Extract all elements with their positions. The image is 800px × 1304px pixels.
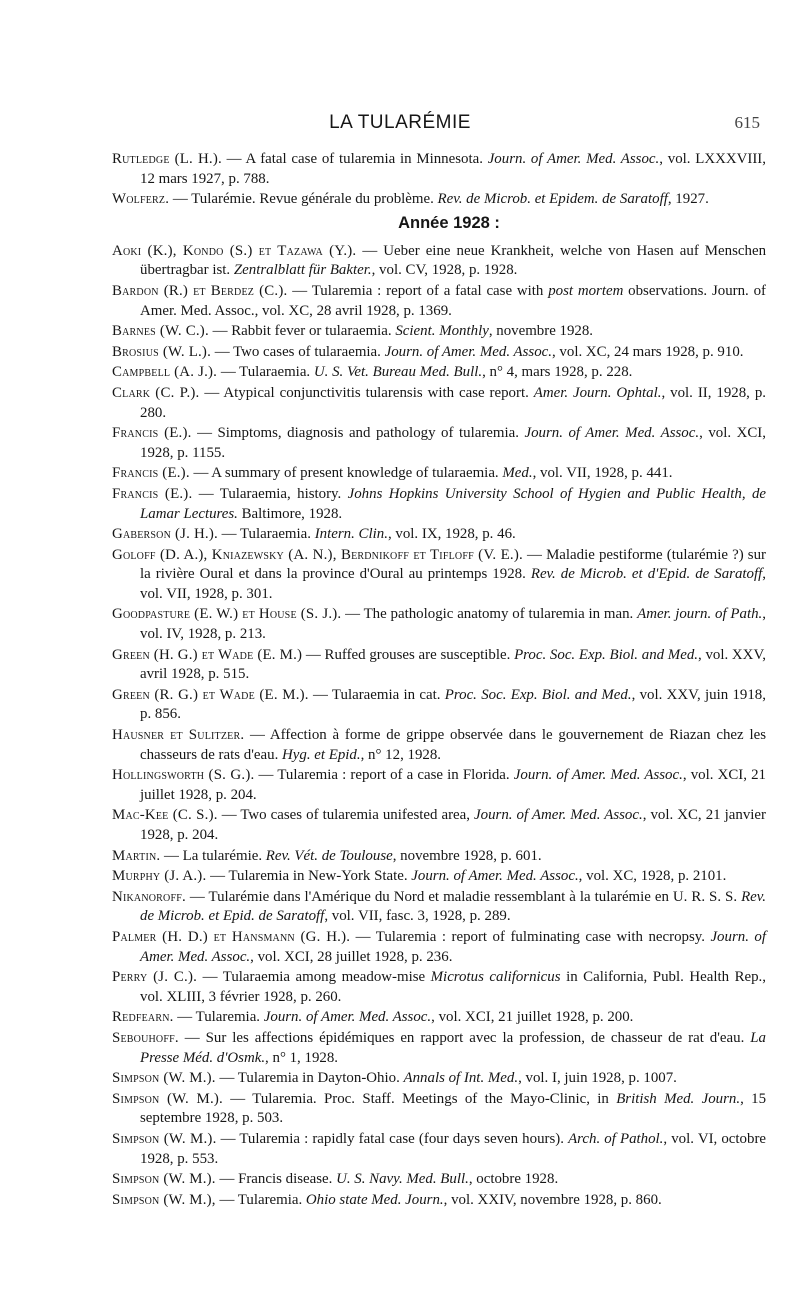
entry-details: , vol. XCI, 28 juillet 1928, p. 236. [250, 948, 453, 965]
entry-publication: Zentralblatt für Bakter. [233, 262, 372, 279]
entry-publication: Proc. Soc. Exp. Biol. and Med. [444, 686, 632, 703]
entry-publication: Proc. Soc. Exp. Biol. and Med. [514, 646, 698, 663]
bibliography-entry [112, 384, 766, 423]
entry-author: Goloff (D. A.), Kniazewsky (A. N.), Berdnikoff et Tifloff (V. E.). [112, 546, 523, 563]
entry-title: — Francis disease. [215, 1171, 337, 1188]
bibliography-entry [112, 766, 766, 805]
entry-title: — Sur les affections épidémiques en rapport avec la profession, de chasseur de rat d'eau. [178, 1029, 751, 1046]
entry-author: Brosius (W. L.). [112, 343, 212, 360]
bibliography-entry [112, 1090, 766, 1129]
entry-author: Barnes (W. C.). [112, 323, 209, 340]
entry-author: Sebouhoff. [112, 1029, 179, 1046]
entry-details: , vol. XCI, 21 juillet 1928, p. 204. [140, 767, 767, 803]
entry-details: , n° 4, mars 1928, p. 228. [482, 364, 633, 381]
entry-publication: Amer. Journ. Ophtal. [533, 384, 662, 401]
bibliography-entry [112, 343, 766, 363]
entry-author: Francis (E.). [112, 425, 192, 442]
entry-publication: Journ. of Amer. Med. Assoc. [474, 807, 643, 824]
entry-title: — Tularemia. [215, 1191, 306, 1208]
entry-publication: Intern. Clin. [314, 526, 388, 543]
bibliography-entry [112, 282, 766, 321]
bibliography-entry [112, 424, 766, 463]
entry-details: , vol. XC, 1928, p. 2101. [578, 868, 727, 885]
entry-publication: Journ. of Amer. Med. Assoc. [384, 343, 552, 360]
entry-details: , 1927. [667, 191, 709, 208]
entry-details: , vol. XXIV, novembre 1928, p. 860. [443, 1191, 662, 1208]
entry-details: , 15 septembre 1928, p. 503. [140, 1090, 767, 1127]
entry-title: — Tularémie dans l'Amérique du Nord et maladie ressemblant à la tularémie en U. R. S. S. [185, 888, 742, 905]
bibliography-entry [112, 546, 766, 605]
bibliography-entry [112, 646, 766, 685]
entry-publication: Annals of Int. Med. [403, 1070, 519, 1087]
entry-details: , vol. I, juin 1928, p. 1007. [518, 1070, 677, 1087]
entry-publication: Microtus californicus [430, 969, 561, 986]
entry-title: — Two cases of tularaemia. [211, 343, 385, 360]
entry-title: — Tularemia : report of a fatal case with [287, 282, 549, 299]
entry-title: — Tularemia in New-York State. [206, 868, 412, 885]
entry-publication: Rev. de Microb. et Epid. de Saratoff [140, 888, 766, 925]
bibliography-entry [112, 605, 766, 644]
entry-details: , vol. VII, 1928, p. 441. [532, 465, 673, 482]
bibliography-entry [112, 242, 766, 281]
bibliography-entry [112, 525, 766, 545]
entry-publication: Journ. of Amer. Med. Assoc. [140, 928, 766, 965]
entry-author: Goodpasture (E. W.) et House (S. J.). [112, 606, 342, 623]
entry-title: — Ueber eine neue Krankheit, welche von Hasen auf Menschen übertragbar ist. [140, 242, 767, 279]
entries-1927 [112, 150, 766, 210]
entry-title: — Atypical conjunctivitis tularensis with case report. [199, 384, 534, 401]
entry-details: Baltimore, 1928. [237, 505, 343, 522]
entry-publication: post mortem [548, 282, 624, 299]
bibliography-entry [112, 1069, 766, 1089]
entry-details: , vol. IX, 1928, p. 46. [387, 526, 516, 543]
entry-title: — Tularaemia in cat. [308, 686, 445, 703]
entry-publication: Med. [502, 465, 533, 482]
entry-title: — Simptoms, diagnosis and pathology of tularemia. [191, 425, 525, 442]
bibliography-entry [112, 968, 766, 1007]
bibliography-entry [112, 485, 766, 524]
entry-title: — Tularaemia among meadow-mise [197, 969, 431, 986]
entry-publication: Journ. of Amer. Med. Assoc. [263, 1009, 432, 1026]
entry-details: , novembre 1928, p. 601. [392, 847, 542, 864]
entry-details: , vol. XCI, 1928, p. 1155. [140, 425, 766, 461]
entry-author: Redfearn. [112, 1009, 174, 1026]
entry-details: observations. Journ. of Amer. Med. Assoc., vol. XC, 28 avril 1928, p. 1369. [140, 282, 767, 319]
bibliography-entry [112, 1130, 766, 1169]
entry-title: — Tularaemia. [217, 364, 314, 381]
entry-author: Mac-Kee (C. S.). [112, 807, 218, 824]
entry-author: Hollingsworth (S. G.). [112, 767, 255, 784]
bibliography-entry [112, 1170, 766, 1190]
bibliography-entry [112, 888, 766, 927]
bibliography-entry [112, 928, 766, 967]
entry-publication: Arch. of Pathol. [568, 1130, 664, 1147]
entry-details: , vol. XCI, 21 juillet 1928, p. 200. [431, 1009, 634, 1026]
entry-title: — Tularemia : report of fulminating case with necropsy. [350, 928, 711, 945]
bibliography-entry [112, 150, 766, 189]
bibliography-entry [112, 464, 766, 484]
entry-author: Simpson (W. M.). [112, 1070, 216, 1087]
entry-details: , vol. II, 1928, p. 280. [140, 384, 766, 421]
entry-author: Simpson (W. M.). [112, 1130, 217, 1147]
entry-details: , vol. VII, fasc. 3, 1928, p. 289. [324, 908, 511, 925]
entry-author: Simpson (W. M.), [112, 1191, 216, 1208]
entry-publication: Scient. Monthly [395, 323, 489, 340]
entry-author: Francis (E.). [112, 465, 190, 482]
bibliography-entry [112, 190, 766, 210]
entry-author: Wolferz. [112, 191, 170, 208]
entry-author: Murphy (J. A.). [112, 868, 207, 885]
entry-title: — Maladie pestiforme (tularémie ?) sur la rivière Oural et dans la province d'Oural au printemps 1928. [140, 546, 766, 583]
entry-title: — Tularémie. Revue générale du problème. [169, 191, 438, 208]
entry-author: Rutledge (L. H.). [112, 151, 222, 167]
running-title: LA TULARÉMIE [329, 112, 471, 133]
entry-title: — Tularemia. Proc. Staff. Meetings of the Mayo-Clinic, in [222, 1090, 617, 1107]
entry-author: Green (H. G.) et Wade (E. M.) [112, 646, 303, 663]
entry-author: Hausner et Sulitzer. [112, 727, 245, 744]
entry-author: Francis (E.). [112, 485, 193, 502]
entry-publication: Journ. of Amer. Med. Assoc. [524, 425, 700, 442]
entry-author: Simpson (W. M.). [112, 1171, 216, 1188]
bibliography-entry [112, 1191, 766, 1211]
entry-title: — Tularemia. [173, 1009, 264, 1026]
entry-publication: British Med. Journ. [616, 1090, 741, 1107]
entry-publication: Rev. de Microb. et Epidem. de Saratoff [437, 191, 668, 208]
entry-publication: Journ. of Amer. Med. Assoc. [411, 868, 579, 885]
entry-title: — Affection à forme de grippe observée dans le gouvernement de Riazan chez les chasseurs de rats d'eau. [140, 727, 766, 763]
entry-author: Bardon (R.) et Berdez (C.). [112, 282, 288, 299]
entry-title: — Tularemia in Dayton-Ohio. [215, 1070, 404, 1087]
entry-author: Campbell (A. J.). [112, 364, 218, 381]
entry-details: , vol. XXV, juin 1918, p. 856. [140, 686, 766, 723]
entry-title: — Two cases of tularemia unifested area, [217, 807, 475, 824]
entry-title: — Tularaemia. [217, 526, 315, 543]
entry-publication: Journ. of Amer. Med. Assoc. [513, 767, 683, 784]
entry-details: , vol. IV, 1928, p. 213. [140, 606, 766, 643]
entry-author: Palmer (H. D.) et Hansmann (G. H.). [112, 928, 351, 945]
entry-details: , octobre 1928. [468, 1171, 559, 1188]
entry-title: — A summary of present knowledge of tularaemia. [189, 465, 503, 482]
entry-publication: Rev. de Microb. et d'Epid. de Saratoff [530, 566, 763, 583]
entry-details: , n° 12, 1928. [360, 746, 442, 763]
entry-details: , vol. VI, octobre 1928, p. 553. [140, 1130, 767, 1167]
entry-details: , vol. XC, 24 mars 1928, p. 910. [551, 343, 744, 360]
entry-details: , novembre 1928. [488, 323, 594, 340]
entry-title: — Tularaemia, history. [192, 485, 348, 502]
page-number: 615 [734, 113, 760, 132]
bibliography-list [112, 150, 766, 1211]
entry-details: , vol. XXV, avril 1928, p. 515. [140, 646, 766, 683]
entry-publication: U. S. Navy. Med. Bull. [336, 1171, 469, 1188]
entry-author: Perry (J. C.). [112, 969, 198, 986]
bibliography-entry [112, 686, 766, 725]
entry-author: Green (R. G.) et Wade (E. M.). [112, 686, 309, 703]
entry-publication: La Presse Méd. d'Osmk. [140, 1029, 766, 1066]
entry-author: Martin. [112, 847, 161, 864]
entry-details: in California, Publ. Health Rep., vol. XLIII, 3 février 1928, p. 260. [140, 969, 767, 1005]
entry-author: Gaberson (J. H.). [112, 526, 218, 543]
entry-details: , vol. LXXXVIII, 12 mars 1927, p. 788. [140, 151, 766, 187]
entry-title: — Tularemia : report of a case in Florida. [254, 767, 514, 784]
entry-title: — La tularémie. [160, 847, 266, 864]
entry-publication: Hyg. et Epid. [282, 746, 361, 763]
entry-details: , n° 1, 1928. [265, 1049, 339, 1066]
entry-author: Clark (C. P.). [112, 384, 200, 401]
bibliography-entry [112, 1029, 766, 1068]
entry-publication: Journ. of Amer. Med. Assoc. [487, 151, 660, 167]
entry-title: — Rabbit fever or tularaemia. [208, 323, 396, 340]
bibliography-entry [112, 806, 766, 845]
page-header [0, 112, 800, 142]
entry-publication: Johns Hopkins University School of Hygien and Public Health, de Lamar Lectures. [140, 485, 766, 522]
entry-details: , vol. CV, 1928, p. 1928. [371, 262, 518, 279]
entry-details: , vol. VII, 1928, p. 301. [140, 566, 767, 602]
entry-details: , vol. XC, 21 janvier 1928, p. 204. [140, 807, 766, 843]
entry-title: — The pathologic anatomy of tularemia in man. [341, 606, 638, 623]
entry-publication: Rev. Vét. de Toulouse [265, 847, 393, 864]
bibliography-entry [112, 726, 766, 765]
bibliography-entry [112, 867, 766, 887]
bibliography-entry [112, 322, 766, 342]
entry-author: Nikanoroff. [112, 888, 186, 905]
entry-author: Aoki (K.), Kondo (S.) et Tazawa (Y.). [112, 242, 357, 259]
entry-publication: Ohio state Med. Journ. [305, 1191, 444, 1208]
bibliography-entry [112, 1008, 766, 1028]
entry-publication: Amer. journ. of Path. [637, 606, 763, 623]
year-heading: Année 1928 : [398, 213, 500, 232]
bibliography-entry [112, 847, 766, 867]
entry-author: Simpson (W. M.). [112, 1090, 223, 1107]
entries-1928 [112, 242, 766, 1211]
entry-title: — A fatal case of tularemia in Minnesota. [221, 151, 488, 167]
entry-title: — Ruffed grouses are susceptible. [302, 646, 515, 663]
entry-publication: U. S. Vet. Bureau Med. Bull. [313, 364, 483, 381]
bibliography-entry [112, 363, 766, 383]
entry-title: — Tularemia : rapidly fatal case (four days seven hours). [216, 1130, 569, 1147]
